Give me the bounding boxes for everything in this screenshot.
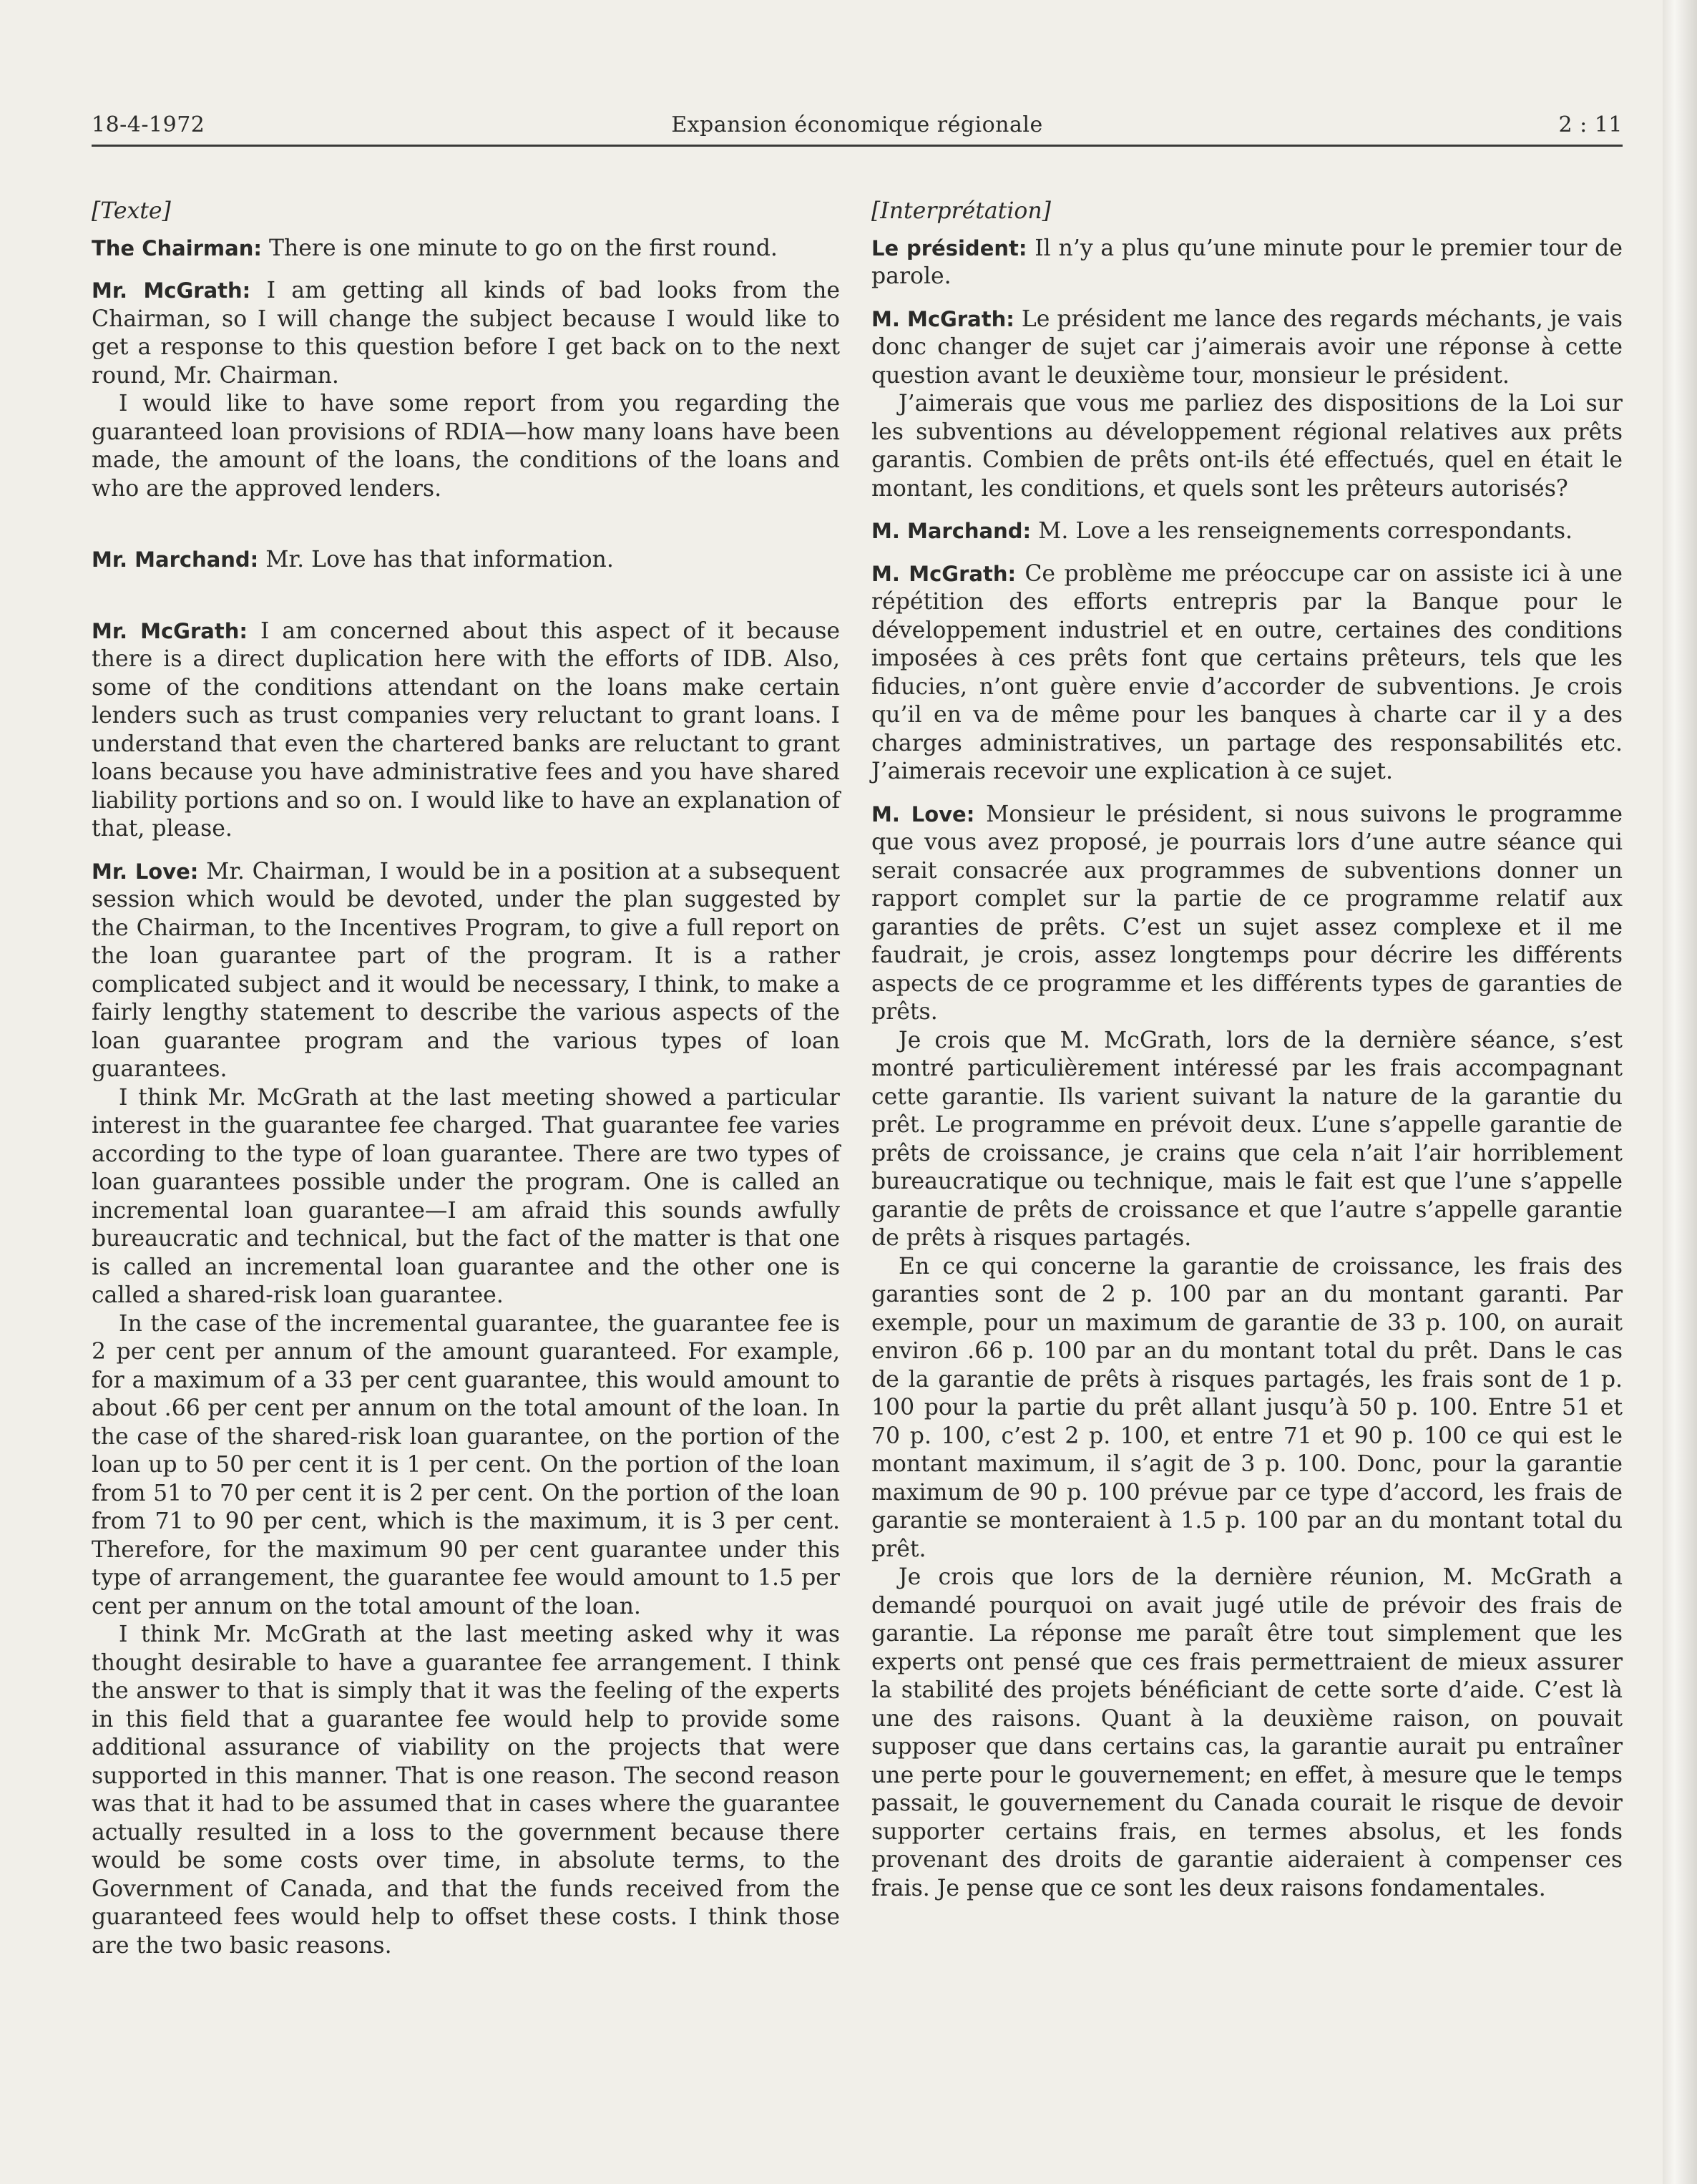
header-date: 18-4-1972 xyxy=(92,112,205,137)
french-paragraph: J’aimerais que vous me parliez des dispositions de la Loi sur les subventions au développement régional relatives aux prêts garantis. Combien de prêts ont-ils été effectués, quel en était le montant, les conditions, et quels sont les prêteurs autorisés? xyxy=(871,391,1623,502)
header-title: Expansion économique régionale xyxy=(671,112,1043,137)
english-paragraph: Mr. Love: Mr. Chairman, I would be in a position at a subsequent session which would be devoted, under the plan suggested by the Chairman, to the Incentives Program, to give a full report on the loan guarantee part of the program. It is a rather complicated subject and it would be necessary, I think, to make a fairly lengthy statement to describe the various aspects of the loan guarantee program and the various types of loan guarantees. xyxy=(92,858,840,1082)
page-header xyxy=(92,102,1623,147)
header-page-number: 2 : 11 xyxy=(1558,112,1623,137)
french-paragraph: En ce qui concerne la garantie de croissance, les frais des garanties sont de 2 p. 100 par an du montant garanti. Par exemple, pour un maximum de garantie de 33 p. 100, on aurait environ .66 p. 100 par an du montant total du prêt. Dans le cas de la garantie de prêts à risques partagés, les frais sont de 1 p. 100 pour la partie du prêt allant jusqu’à 50 p. 100. Entre 51 et 70 p. 100, c’est 2 p. 100, et entre 71 et 90 p. 100 ce qui est le montant maximum, il s’agit de 3 p. 100. Donc, pour la garantie maximum de 90 p. 100 prévue par ce type d’accord, les frais de garantie se monteraient à 1.5 p. 100 par an du montant total du prêt. xyxy=(871,1253,1623,1562)
english-paragraph: I think Mr. McGrath at the last meeting asked why it was thought desirable to have a guarantee fee arrangement. I think the answer to that is simply that it was the feeling of the experts in this field that a guarantee fee would help to provide some additional assurance of viability on the projects that were supported in this manner. That is one reason. The second reason was that it had to be assumed that in cases where the guarantee actually resulted in a loss to the government because there would be some costs over time, in absolute terms, to the Government of Canada, and that the funds received from the guaranteed fees would help to offset these costs. I think those are the two basic reasons. xyxy=(92,1622,840,1959)
speaker-name: M. Marchand: xyxy=(871,519,1032,543)
speaker-name: Mr. McGrath: xyxy=(92,278,251,303)
french-paragraph: M. Marchand: M. Love a les renseignements correspondants. xyxy=(871,518,1573,544)
speaker-name: The Chairman: xyxy=(92,235,262,260)
french-section-marker: [Interprétation] xyxy=(871,198,1051,224)
speaker-name: M. McGrath: xyxy=(871,306,1014,331)
english-paragraph: Mr. McGrath: I am concerned about this aspect of it because there is a direct duplication here with the efforts of IDB. Also, some of the conditions attendant on the loans make certain lenders such as trust companies very reluctant to grant loans. I understand that even the chartered banks are reluctant to grant loans because you have administrative fees and you have shared liability portions and so on. I would like to have an explanation of that, please. xyxy=(92,618,841,842)
english-paragraph: In the case of the incremental guarantee, the guarantee fee is 2 per cent per annum of the amount guaranteed. For example, for a maximum of a 33 per cent guarantee, this would amount to about .66 per cent per annum on the total amount of the loan. In the case of the shared-risk loan guarantee, on the portion of the loan up to 50 per cent it is 1 per cent. On the portion of the loan from 51 to 70 per cent it is 2 per cent. On the portion of the loan from 71 to 90 per cent, which is the maximum, it is 3 per cent. Therefore, for the maximum 90 per cent guarantee under this type of arrangement, the guarantee fee would amount to 1.5 per cent per annum on the total amount of the loan. xyxy=(92,1310,840,1619)
french-paragraph: Je crois que M. McGrath, lors de la dernière séance, s’est montré particulièrement intéressé par les frais accompagnant cette garantie. Ils varient suivant la nature de la garantie du prêt. Le programme en prévoit deux. L’une s’appelle garantie de prêts de croissance, je crains que cela n’ait l’air horriblement bureaucratique ou technique, mais le fait est que l’une s’appelle garantie de prêts de croissance et que l’autre s’appelle garantie de prêts à risques partagés. xyxy=(871,1027,1623,1251)
french-paragraph: M. McGrath: Le président me lance des regards méchants, je vais donc changer de sujet car j’aimerais avoir une réponse à cette question avant le deuxième tour, monsieur le président. xyxy=(871,306,1623,389)
english-section-marker: [Texte] xyxy=(92,198,171,224)
french-paragraph: M. Love: Monsieur le président, si nous suivons le programme que vous avez proposé, je pourrais lors d’une autre séance qui serait consacrée aux programmes de subventions donner un rapport complet sur la partie de ce programme relatif aux garanties de prêts. C’est un sujet assez complexe et il me faudrait, je crois, assez longtemps pour décrire les différents aspects de ce programme et les différents types de garanties de prêts. xyxy=(871,801,1623,1025)
french-paragraph: Je crois que lors de la dernière réunion, M. McGrath a demandé pourquoi on avait jugé utile de prévoir des frais de garantie. La réponse me paraît être tout simplement que les experts ont pensé que ces frais permettraient de mieux assurer la stabilité des projets bénéficiant de cette sorte d’aide. C’est là une des raisons. Quant à la deuxième raison, on pouvait supposer que dans certains cas, la garantie aurait pu entraîner une perte pour le gouvernement; en effet, à mesure que le temps passait, le gouvernement du Canada courait le risque de devoir supporter certains frais, en termes absolus, et les fonds provenant des droits de garantie aideraient à compenser ces frais. Je pense que ce sont les deux raisons fondamentales. xyxy=(871,1564,1623,1901)
speaker-name: Mr. Love: xyxy=(92,859,199,884)
french-paragraph: M. McGrath: Ce problème me préoccupe car on assiste ici à une répétition des efforts entrepris par la Banque pour le développement industriel et en outre, certaines des conditions imposées à ces prêts font que certains prêteurs, tels que les fiducies, n’ont guère envie d’accorder de subventions. Je crois qu’il en va de même pour les banques à charte car il y a des charges administratives, un partage des responsabilités etc. J’aimerais recevoir une explication à ce sujet. xyxy=(871,560,1623,784)
english-paragraph: I think Mr. McGrath at the last meeting showed a particular interest in the guarantee fee charged. That guarantee fee varies according to the type of loan guarantee. There are two types of loan guarantees possible under the program. One is called an incremental loan guarantee—I am afraid this sounds awfully bureaucratic and technical, but the fact of the matter is that one is called an incremental loan guarantee and the other one is called a shared-risk loan guarantee. xyxy=(92,1084,840,1308)
french-column xyxy=(871,198,1623,1903)
binding-edge xyxy=(1663,0,1697,2184)
english-column xyxy=(92,198,840,1960)
english-paragraph: The Chairman: There is one minute to go on the first round. xyxy=(92,235,778,261)
speaker-name: Mr. Marchand: xyxy=(92,547,259,572)
french-paragraph: Le président: Il n’y a plus qu’une minute pour le premier tour de parole. xyxy=(871,235,1623,289)
speaker-name: Mr. McGrath: xyxy=(92,618,248,643)
english-paragraph: Mr. McGrath: I am getting all kinds of bad looks from the Chairman, so I will change the subject because I would like to get a response to this question before I get back on to the next round, Mr. Chairman. xyxy=(92,278,840,389)
english-paragraph: Mr. Marchand: Mr. Love has that information. xyxy=(92,547,614,572)
speaker-name: M. Love: xyxy=(871,801,975,827)
speaker-name: M. McGrath: xyxy=(871,561,1017,586)
speaker-name: Le président: xyxy=(871,235,1027,260)
english-paragraph: I would like to have some report from you regarding the guaranteed loan provisions of RDIA—how many loans have been made, the amount of the loans, the conditions of the loans and who are the approved lenders. xyxy=(92,391,840,502)
